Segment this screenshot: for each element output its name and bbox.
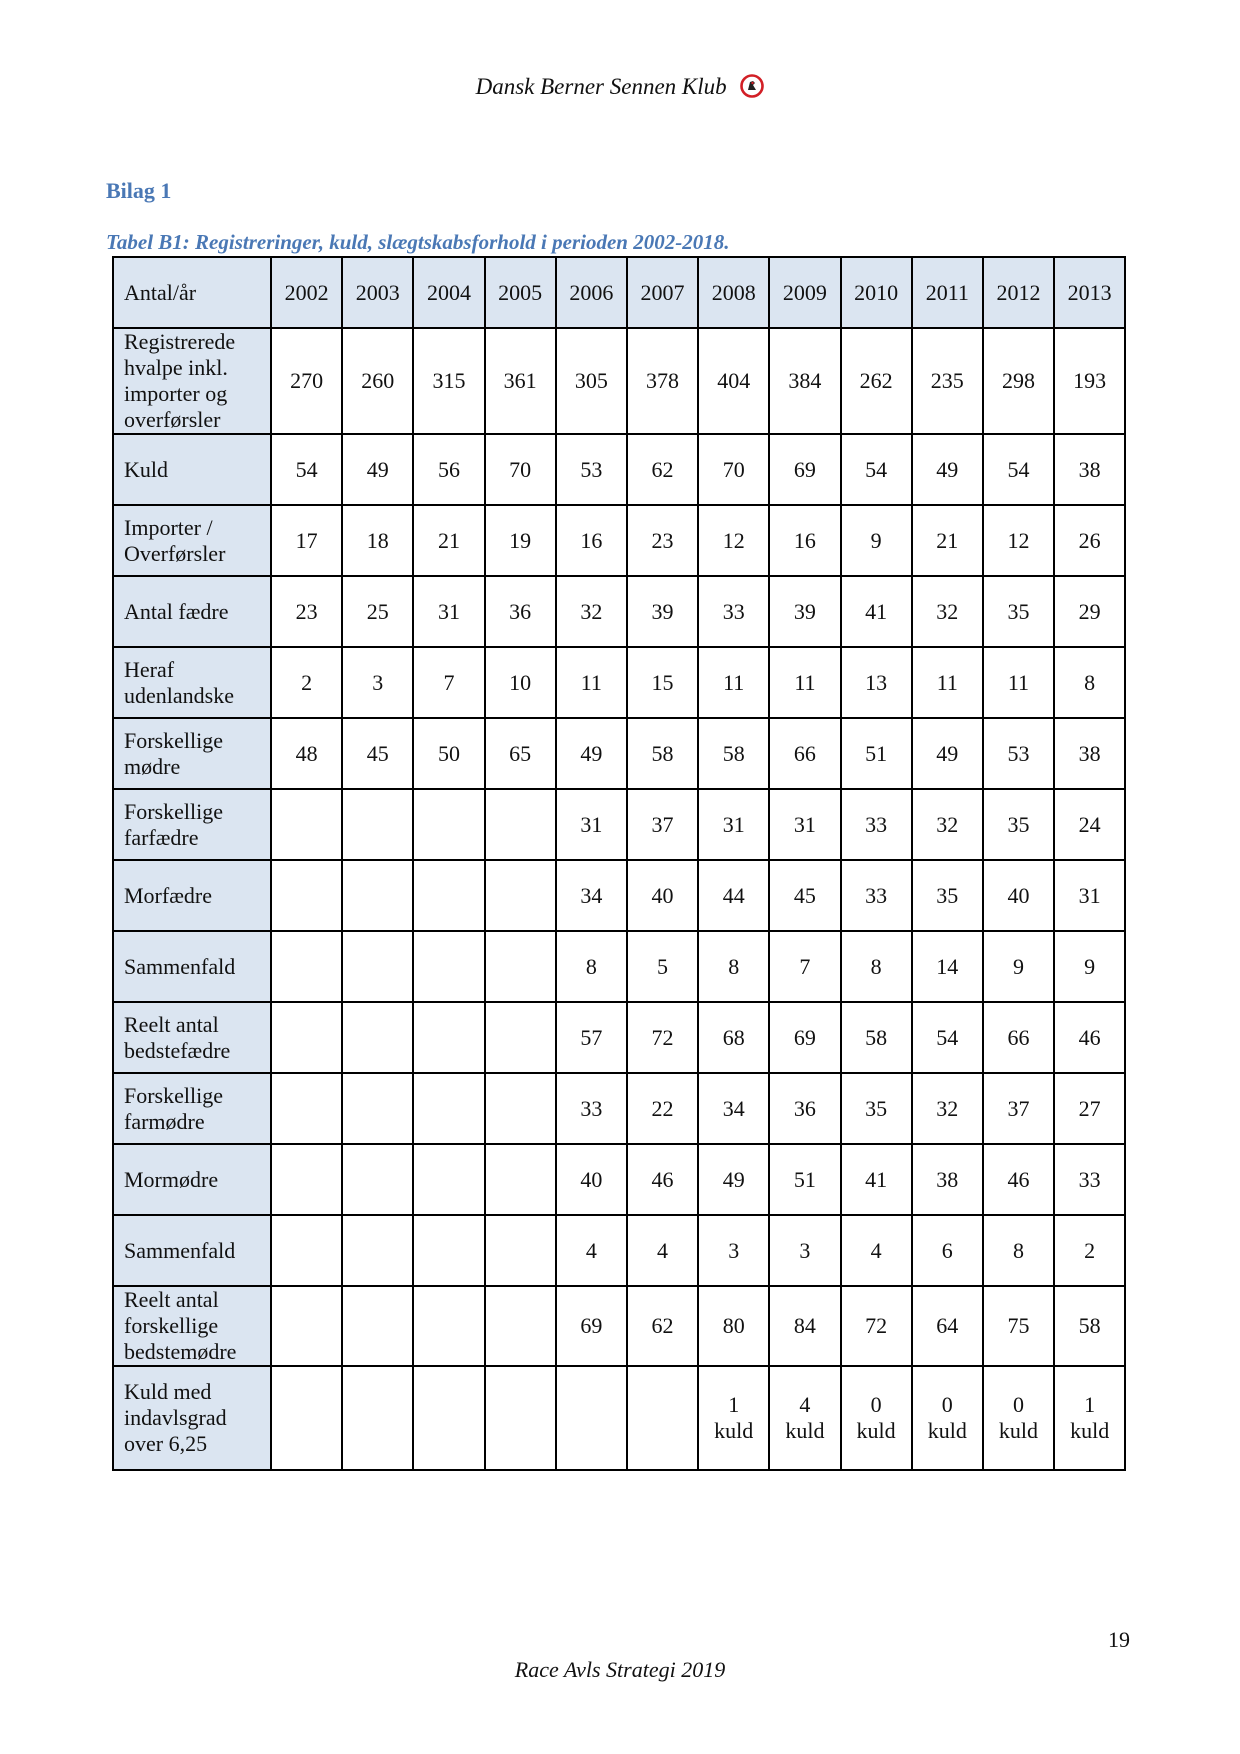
table-cell: 13 [841, 647, 912, 718]
table-row [113, 1366, 1125, 1470]
table-cell: 41 [841, 1144, 912, 1215]
table-row [113, 576, 1125, 647]
table-cell: 5 [627, 931, 698, 1002]
table-cell: 69 [769, 434, 840, 505]
table-cell: 8 [698, 931, 769, 1002]
table-cell: 29 [1054, 576, 1125, 647]
table-cell [342, 789, 413, 860]
table-cell: 32 [912, 1073, 983, 1144]
table-cell [627, 1366, 698, 1470]
row-label: Sammenfald [113, 1215, 271, 1286]
header-cell-year: 2010 [841, 257, 912, 328]
table-cell: 23 [627, 505, 698, 576]
table-cell: 21 [413, 505, 484, 576]
table-cell [342, 931, 413, 1002]
table-cell: 33 [841, 789, 912, 860]
table-cell [485, 1144, 556, 1215]
table-cell: 31 [1054, 860, 1125, 931]
row-label: Forskellige mødre [113, 718, 271, 789]
table-cell: 40 [983, 860, 1054, 931]
row-label: Reelt antal bedstefædre [113, 1002, 271, 1073]
table-cell [271, 1002, 342, 1073]
table-cell: 38 [1054, 434, 1125, 505]
table-cell: 21 [912, 505, 983, 576]
row-label: Importer / Overførsler [113, 505, 271, 576]
row-label: Heraf udenlandske [113, 647, 271, 718]
table-cell: 75 [983, 1286, 1054, 1366]
table-cell: 2 [271, 647, 342, 718]
table-cell: 45 [342, 718, 413, 789]
table-cell: 8 [983, 1215, 1054, 1286]
table-cell: 33 [1054, 1144, 1125, 1215]
row-label: Registrerede hvalpe inkl. importer og overførsler [113, 328, 271, 434]
table-cell: 4 [841, 1215, 912, 1286]
table-row [113, 789, 1125, 860]
table-cell: 69 [769, 1002, 840, 1073]
table-row [113, 1144, 1125, 1215]
registration-table [112, 256, 1126, 1471]
table-cell: 69 [556, 1286, 627, 1366]
page-footer: Race Avls Strategi 2019 [514, 1657, 726, 1682]
table-cell: 35 [983, 576, 1054, 647]
row-label: Antal fædre [113, 576, 271, 647]
table-cell: 49 [912, 718, 983, 789]
table-row [113, 1073, 1125, 1144]
table-cell: 70 [698, 434, 769, 505]
header-cell-year: 2007 [627, 257, 698, 328]
table-cell: 62 [627, 1286, 698, 1366]
header-title: Dansk Berner Sennen Klub [475, 74, 727, 99]
table-cell: 68 [698, 1002, 769, 1073]
table-cell: 72 [627, 1002, 698, 1073]
table-cell: 57 [556, 1002, 627, 1073]
table-cell: 32 [556, 576, 627, 647]
table-cell: 14 [912, 931, 983, 1002]
table-cell: 38 [912, 1144, 983, 1215]
table-cell: 49 [556, 718, 627, 789]
table-cell: 49 [342, 434, 413, 505]
table-cell: 3 [342, 647, 413, 718]
section-heading: Bilag 1 [106, 178, 172, 203]
table-cell [413, 931, 484, 1002]
table-cell [342, 860, 413, 931]
table-cell: 404 [698, 328, 769, 434]
table-cell: 31 [556, 789, 627, 860]
table-cell [413, 1073, 484, 1144]
table-cell: 10 [485, 647, 556, 718]
table-cell: 40 [627, 860, 698, 931]
table-cell: 11 [698, 647, 769, 718]
table-cell: 7 [769, 931, 840, 1002]
table-cell: 37 [627, 789, 698, 860]
table-cell: 2 [1054, 1215, 1125, 1286]
table-cell: 378 [627, 328, 698, 434]
table-cell: 19 [485, 505, 556, 576]
table-cell: 46 [627, 1144, 698, 1215]
page-number: 19 [1108, 1627, 1130, 1652]
table-cell: 16 [769, 505, 840, 576]
header-cell-year: 2003 [342, 257, 413, 328]
table-cell [271, 1215, 342, 1286]
row-label: Kuld med indavlsgrad over 6,25 [113, 1366, 271, 1470]
table-cell [485, 789, 556, 860]
table-cell: 31 [698, 789, 769, 860]
table-cell: 3 [769, 1215, 840, 1286]
row-label: Forskellige farfædre [113, 789, 271, 860]
table-cell: 84 [769, 1286, 840, 1366]
table-cell: 0 kuld [983, 1366, 1054, 1470]
table-cell [271, 789, 342, 860]
table-cell [485, 1002, 556, 1073]
table-cell: 35 [841, 1073, 912, 1144]
table-cell: 384 [769, 328, 840, 434]
table-row [113, 718, 1125, 789]
table-cell: 262 [841, 328, 912, 434]
table-cell: 35 [983, 789, 1054, 860]
table-cell [342, 1215, 413, 1286]
table-cell [413, 789, 484, 860]
table-cell: 54 [841, 434, 912, 505]
table-cell [342, 1002, 413, 1073]
table-cell: 58 [841, 1002, 912, 1073]
table-cell: 16 [556, 505, 627, 576]
table-cell: 45 [769, 860, 840, 931]
table-cell [413, 860, 484, 931]
table-cell: 9 [983, 931, 1054, 1002]
table-cell: 36 [769, 1073, 840, 1144]
table-row [113, 931, 1125, 1002]
table-cell [485, 1215, 556, 1286]
table-cell: 54 [271, 434, 342, 505]
table-row [113, 434, 1125, 505]
table-cell: 18 [342, 505, 413, 576]
table-cell: 70 [485, 434, 556, 505]
table-cell: 26 [1054, 505, 1125, 576]
table-cell [413, 1366, 484, 1470]
table-row [113, 328, 1125, 434]
header-cell-corner: Antal/år [113, 257, 271, 328]
table-cell: 23 [271, 576, 342, 647]
header-cell-year: 2009 [769, 257, 840, 328]
table-cell: 50 [413, 718, 484, 789]
table-cell: 46 [983, 1144, 1054, 1215]
table-cell: 11 [769, 647, 840, 718]
table-cell: 1 kuld [1054, 1366, 1125, 1470]
table-cell: 12 [983, 505, 1054, 576]
table-cell: 27 [1054, 1073, 1125, 1144]
table-cell: 11 [556, 647, 627, 718]
table-cell: 9 [1054, 931, 1125, 1002]
table-cell [271, 931, 342, 1002]
table-row [113, 1002, 1125, 1073]
table-cell: 4 kuld [769, 1366, 840, 1470]
table-cell: 62 [627, 434, 698, 505]
table-cell: 49 [912, 434, 983, 505]
header-cell-year: 2002 [271, 257, 342, 328]
table-cell: 54 [983, 434, 1054, 505]
table-row [113, 1215, 1125, 1286]
header-cell-year: 2012 [983, 257, 1054, 328]
table-cell: 65 [485, 718, 556, 789]
table-cell: 0 kuld [912, 1366, 983, 1470]
table-row [113, 505, 1125, 576]
table-cell: 6 [912, 1215, 983, 1286]
table-cell [271, 860, 342, 931]
table-cell [413, 1144, 484, 1215]
table-cell: 36 [485, 576, 556, 647]
table-cell: 53 [556, 434, 627, 505]
page-header [0, 72, 1240, 106]
table-cell: 4 [556, 1215, 627, 1286]
table-cell [342, 1144, 413, 1215]
table-row [113, 647, 1125, 718]
table-cell: 33 [841, 860, 912, 931]
table-cell: 33 [556, 1073, 627, 1144]
table-cell: 4 [627, 1215, 698, 1286]
header-cell-year: 2008 [698, 257, 769, 328]
table-cell: 39 [627, 576, 698, 647]
table-cell: 80 [698, 1286, 769, 1366]
table-cell: 11 [983, 647, 1054, 718]
table-cell: 3 [698, 1215, 769, 1286]
table-cell: 66 [769, 718, 840, 789]
table-cell: 235 [912, 328, 983, 434]
table-cell: 31 [769, 789, 840, 860]
table-cell: 7 [413, 647, 484, 718]
row-label: Reelt antal forskellige bedstemødre [113, 1286, 271, 1366]
table-cell: 66 [983, 1002, 1054, 1073]
table-cell [342, 1073, 413, 1144]
table-header-row [113, 257, 1125, 328]
row-label: Kuld [113, 434, 271, 505]
table-cell: 64 [912, 1286, 983, 1366]
table-cell [413, 1215, 484, 1286]
table-cell: 51 [841, 718, 912, 789]
table-cell [485, 1286, 556, 1366]
header-cell-year: 2006 [556, 257, 627, 328]
table-cell: 33 [698, 576, 769, 647]
table-cell: 32 [912, 789, 983, 860]
row-label: Sammenfald [113, 931, 271, 1002]
table-cell: 12 [698, 505, 769, 576]
table-cell: 8 [841, 931, 912, 1002]
row-label: Forskellige farmødre [113, 1073, 271, 1144]
table-cell: 48 [271, 718, 342, 789]
row-label: Mormødre [113, 1144, 271, 1215]
table-cell [271, 1286, 342, 1366]
club-logo-icon [740, 74, 764, 106]
table-cell: 15 [627, 647, 698, 718]
table-caption: Tabel B1: Registreringer, kuld, slægtskabsforhold i perioden 2002-2018. [106, 230, 730, 254]
table-cell [271, 1073, 342, 1144]
header-cell-year: 2011 [912, 257, 983, 328]
table-cell: 11 [912, 647, 983, 718]
header-cell-year: 2005 [485, 257, 556, 328]
table-cell: 8 [1054, 647, 1125, 718]
table-cell: 315 [413, 328, 484, 434]
table-cell: 54 [912, 1002, 983, 1073]
table-cell: 58 [627, 718, 698, 789]
table-cell: 46 [1054, 1002, 1125, 1073]
table-row [113, 860, 1125, 931]
table-cell [485, 1366, 556, 1470]
table-cell: 270 [271, 328, 342, 434]
table-cell [485, 1073, 556, 1144]
row-label: Morfædre [113, 860, 271, 931]
table-cell: 35 [912, 860, 983, 931]
table-cell [271, 1144, 342, 1215]
header-cell-year: 2013 [1054, 257, 1125, 328]
table-cell: 51 [769, 1144, 840, 1215]
table-cell: 31 [413, 576, 484, 647]
table-cell [342, 1366, 413, 1470]
table-cell: 24 [1054, 789, 1125, 860]
table-cell [413, 1286, 484, 1366]
table-row [113, 1286, 1125, 1366]
table-cell [485, 860, 556, 931]
table-cell: 34 [556, 860, 627, 931]
table-cell: 25 [342, 576, 413, 647]
table-cell: 56 [413, 434, 484, 505]
table-cell: 58 [698, 718, 769, 789]
table-cell: 298 [983, 328, 1054, 434]
table-cell: 58 [1054, 1286, 1125, 1366]
header-cell-year: 2004 [413, 257, 484, 328]
table-cell: 1 kuld [698, 1366, 769, 1470]
table-cell [413, 1002, 484, 1073]
table-cell: 9 [841, 505, 912, 576]
table-cell: 37 [983, 1073, 1054, 1144]
table-cell: 305 [556, 328, 627, 434]
table-cell: 38 [1054, 718, 1125, 789]
table-cell: 8 [556, 931, 627, 1002]
table-cell: 39 [769, 576, 840, 647]
table-cell: 40 [556, 1144, 627, 1215]
table-cell [342, 1286, 413, 1366]
table-cell: 17 [271, 505, 342, 576]
table-cell: 72 [841, 1286, 912, 1366]
table-cell: 41 [841, 576, 912, 647]
table-cell: 193 [1054, 328, 1125, 434]
table-cell [271, 1366, 342, 1470]
table-cell: 260 [342, 328, 413, 434]
table-cell: 22 [627, 1073, 698, 1144]
table-cell: 49 [698, 1144, 769, 1215]
table-cell [556, 1366, 627, 1470]
table-cell: 34 [698, 1073, 769, 1144]
table-cell: 53 [983, 718, 1054, 789]
table-cell: 32 [912, 576, 983, 647]
table-cell: 0 kuld [841, 1366, 912, 1470]
table-cell [485, 931, 556, 1002]
table-cell: 44 [698, 860, 769, 931]
table-cell: 361 [485, 328, 556, 434]
